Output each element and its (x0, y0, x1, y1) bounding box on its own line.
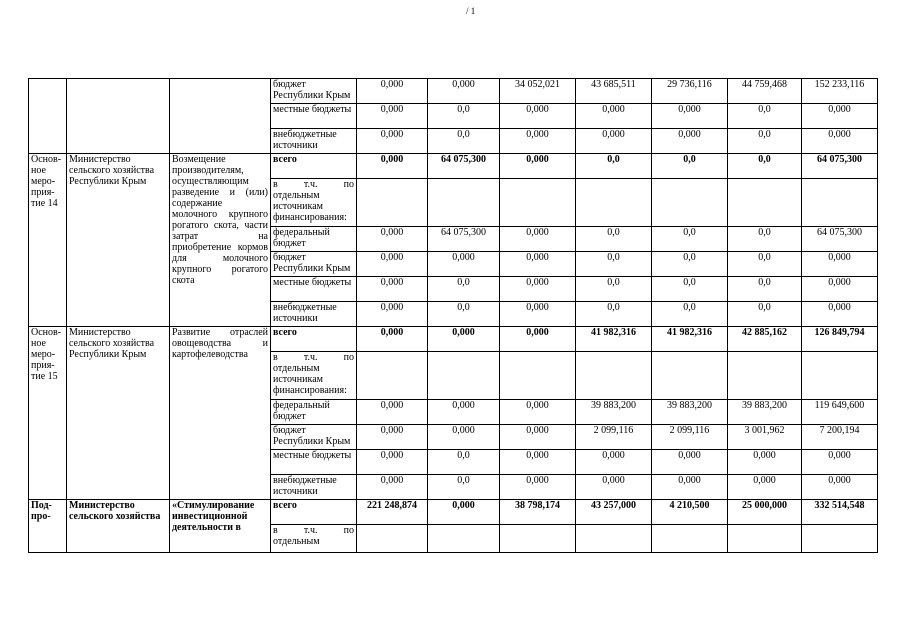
value-cell: 41 982,316 (576, 327, 652, 352)
value-cell (728, 352, 802, 400)
value-cell: 0,0 (728, 252, 802, 277)
value-cell: 0,000 (500, 327, 576, 352)
value-cell (652, 352, 728, 400)
value-cell (802, 352, 878, 400)
source-cell: в т.ч. по отдельным источникам финансирования: (271, 352, 357, 400)
executor-cell (67, 79, 170, 154)
value-cell: 0,000 (802, 475, 878, 500)
value-cell (428, 352, 500, 400)
value-cell: 0,000 (428, 327, 500, 352)
value-cell: 152 233,116 (802, 79, 878, 104)
source-cell: всего (271, 154, 357, 179)
value-cell: 0,0 (428, 104, 500, 129)
value-cell: 38 798,174 (500, 500, 576, 525)
value-cell: 7 200,194 (802, 425, 878, 450)
value-cell (802, 525, 878, 553)
value-cell: 44 759,468 (728, 79, 802, 104)
value-cell: 0,0 (428, 475, 500, 500)
value-cell: 0,0 (428, 302, 500, 327)
value-cell: 0,000 (500, 450, 576, 475)
label-cell (29, 79, 67, 154)
value-cell: 0,000 (500, 252, 576, 277)
value-cell: 0,000 (652, 104, 728, 129)
value-cell: 0,0 (728, 154, 802, 179)
value-cell: 0,0 (428, 277, 500, 302)
value-cell: 0,000 (576, 475, 652, 500)
value-cell: 64 075,300 (802, 227, 878, 252)
value-cell (652, 525, 728, 553)
source-cell: бюджет Республики Крым (271, 79, 357, 104)
value-cell: 0,0 (652, 227, 728, 252)
table-row (29, 79, 878, 104)
value-cell: 0,000 (357, 227, 428, 252)
value-cell: 0,000 (802, 277, 878, 302)
source-cell: федеральный бюджет (271, 400, 357, 425)
value-cell: 0,000 (500, 400, 576, 425)
value-cell: 0,000 (802, 129, 878, 154)
value-cell: 0,0 (576, 252, 652, 277)
value-cell: 0,000 (500, 104, 576, 129)
value-cell: 0,000 (500, 277, 576, 302)
measure-14-label: Основ-ное меро-прия-тие 14 (29, 154, 67, 327)
source-cell: бюджет Республики Крым (271, 252, 357, 277)
value-cell: 0,000 (802, 104, 878, 129)
subprogram-name: «Стимулирование инвестиционной деятельности в (170, 500, 271, 553)
value-cell: 0,000 (357, 327, 428, 352)
value-cell: 0,000 (652, 475, 728, 500)
value-cell: 0,0 (728, 104, 802, 129)
value-cell: 0,000 (357, 425, 428, 450)
value-cell: 0,000 (802, 450, 878, 475)
source-cell: местные бюджеты (271, 104, 357, 129)
value-cell: 0,000 (357, 129, 428, 154)
value-cell: 0,000 (357, 450, 428, 475)
value-cell: 0,000 (652, 450, 728, 475)
value-cell: 0,0 (652, 154, 728, 179)
source-cell: всего (271, 327, 357, 352)
value-cell: 0,000 (357, 400, 428, 425)
value-cell: 0,000 (428, 500, 500, 525)
value-cell: 0,000 (357, 277, 428, 302)
source-cell: в т.ч. по отдельным источникам финансирования: (271, 179, 357, 227)
source-cell: внебюджетные источники (271, 475, 357, 500)
value-cell (357, 179, 428, 227)
source-cell: в т.ч. по отдельным (271, 525, 357, 553)
value-cell: 0,0 (652, 277, 728, 302)
value-cell: 0,000 (357, 302, 428, 327)
value-cell: 0,000 (802, 252, 878, 277)
value-cell: 39 883,200 (728, 400, 802, 425)
value-cell: 0,0 (428, 129, 500, 154)
source-cell: всего (271, 500, 357, 525)
value-cell: 41 982,316 (652, 327, 728, 352)
value-cell: 119 649,600 (802, 400, 878, 425)
value-cell: 4 210,500 (652, 500, 728, 525)
subprogram-executor: Министерство сельского хозяйства (67, 500, 170, 553)
value-cell: 39 883,200 (576, 400, 652, 425)
table-row (29, 500, 878, 525)
table-row (29, 327, 878, 352)
source-cell: местные бюджеты (271, 277, 357, 302)
value-cell (576, 179, 652, 227)
value-cell: 64 075,300 (428, 154, 500, 179)
value-cell: 25 000,000 (728, 500, 802, 525)
value-cell: 64 075,300 (802, 154, 878, 179)
value-cell: 332 514,548 (802, 500, 878, 525)
value-cell: 0,000 (357, 475, 428, 500)
value-cell (357, 352, 428, 400)
value-cell: 126 849,794 (802, 327, 878, 352)
value-cell: 0,0 (428, 450, 500, 475)
value-cell (652, 179, 728, 227)
value-cell: 0,0 (728, 277, 802, 302)
value-cell (357, 525, 428, 553)
value-cell: 0,0 (652, 252, 728, 277)
value-cell: 0,000 (576, 129, 652, 154)
value-cell: 0,000 (500, 302, 576, 327)
measure-15-executor: Министерство сельского хозяйства Республики Крым (67, 327, 170, 500)
value-cell: 2 099,116 (576, 425, 652, 450)
value-cell: 0,000 (357, 154, 428, 179)
value-cell: 0,000 (652, 129, 728, 154)
value-cell: 42 885,162 (728, 327, 802, 352)
value-cell: 0,000 (500, 475, 576, 500)
value-cell: 29 736,116 (652, 79, 728, 104)
value-cell: 0,0 (576, 277, 652, 302)
value-cell: 0,000 (500, 227, 576, 252)
value-cell: 221 248,874 (357, 500, 428, 525)
value-cell (728, 179, 802, 227)
funding-table (28, 78, 878, 553)
page-number: / 1 (466, 6, 476, 16)
value-cell (576, 525, 652, 553)
value-cell: 0,000 (576, 450, 652, 475)
value-cell (428, 179, 500, 227)
value-cell: 0,000 (428, 79, 500, 104)
value-cell: 0,000 (357, 79, 428, 104)
value-cell (500, 179, 576, 227)
value-cell (802, 179, 878, 227)
source-cell: бюджет Республики Крым (271, 425, 357, 450)
value-cell: 0,000 (500, 129, 576, 154)
value-cell: 0,000 (728, 475, 802, 500)
value-cell: 0,000 (802, 302, 878, 327)
value-cell: 0,000 (428, 252, 500, 277)
value-cell: 39 883,200 (652, 400, 728, 425)
value-cell (728, 525, 802, 553)
value-cell: 3 001,962 (728, 425, 802, 450)
name-cell (170, 79, 271, 154)
measure-14-executor: Министерство сельского хозяйства Республики Крым (67, 154, 170, 327)
table-row (29, 154, 878, 179)
value-cell: 0,0 (576, 154, 652, 179)
value-cell: 43 257,000 (576, 500, 652, 525)
value-cell: 0,000 (576, 104, 652, 129)
source-cell: внебюджетные источники (271, 129, 357, 154)
value-cell: 0,0 (652, 302, 728, 327)
measure-15-label: Основ-ное меро-прия-тие 15 (29, 327, 67, 500)
value-cell: 0,000 (500, 154, 576, 179)
value-cell: 0,0 (728, 302, 802, 327)
subprogram-label: Под-про- (29, 500, 67, 553)
value-cell: 2 099,116 (652, 425, 728, 450)
value-cell: 0,000 (500, 425, 576, 450)
source-cell: внебюджетные источники (271, 302, 357, 327)
value-cell: 0,000 (357, 252, 428, 277)
value-cell (428, 525, 500, 553)
value-cell: 0,000 (357, 104, 428, 129)
value-cell: 0,0 (728, 129, 802, 154)
value-cell (576, 352, 652, 400)
value-cell: 0,000 (428, 400, 500, 425)
value-cell: 43 685,511 (576, 79, 652, 104)
value-cell: 34 052,021 (500, 79, 576, 104)
value-cell: 64 075,300 (428, 227, 500, 252)
value-cell: 0,0 (576, 227, 652, 252)
source-cell: федеральный бюджет (271, 227, 357, 252)
source-cell: местные бюджеты (271, 450, 357, 475)
measure-15-name: Развитие отраслей овощеводства и картофелеводства (170, 327, 271, 500)
value-cell: 0,000 (728, 450, 802, 475)
measure-14-name: Возмещение производителям, осуществляющим разведение и (или) содержание молочного крупного рогатого скота, части затрат на приобретение кормов для молочного крупного рогатого скота (170, 154, 271, 327)
value-cell: 0,0 (576, 302, 652, 327)
value-cell (500, 525, 576, 553)
value-cell (500, 352, 576, 400)
value-cell: 0,0 (728, 227, 802, 252)
value-cell: 0,000 (428, 425, 500, 450)
